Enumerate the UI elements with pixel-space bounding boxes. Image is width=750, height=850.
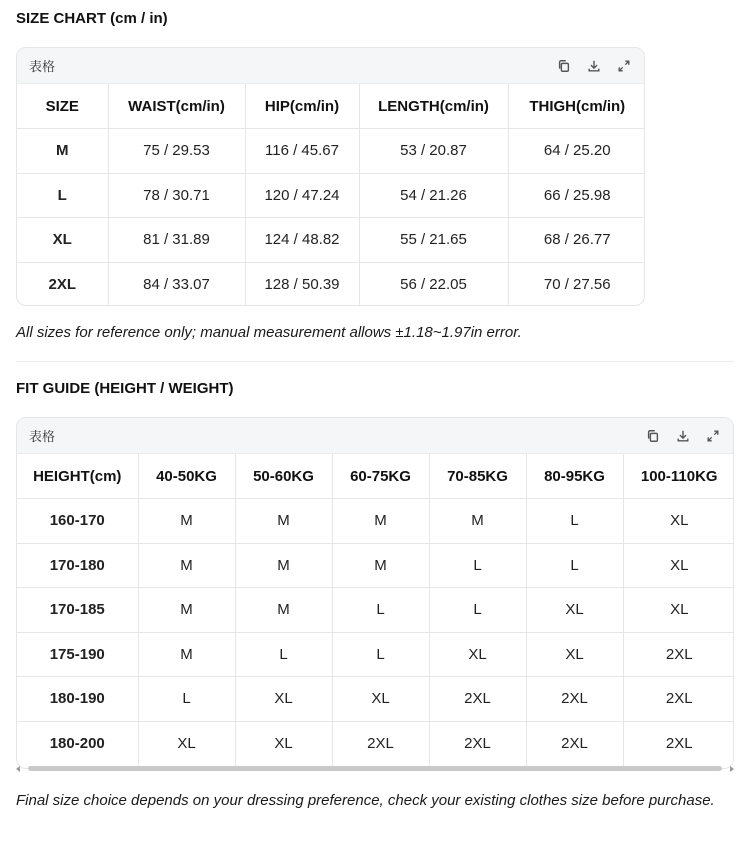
table-cell: M bbox=[138, 632, 235, 677]
table-row bbox=[17, 632, 734, 677]
size-chart-note: All sizes for reference only; manual measurement allows ±1.18~1.97in error. bbox=[16, 324, 522, 341]
header-cell: SIZE bbox=[17, 84, 108, 129]
table-cell: L bbox=[332, 632, 429, 677]
table-cell: 128 / 50.39 bbox=[245, 262, 359, 306]
table-cell: 2XL bbox=[665, 735, 693, 752]
table-cell: 75 / 29.53 bbox=[108, 129, 245, 174]
table-cell: 56 / 22.05 bbox=[359, 262, 508, 306]
height-cell: 170-185 bbox=[17, 588, 138, 633]
table-cell: L bbox=[526, 499, 623, 544]
table-row bbox=[17, 677, 734, 722]
size-chart-table bbox=[17, 84, 645, 306]
fit-guide-note: Final size choice depends on your dressing preference, check your existing clothes size before purchase. bbox=[16, 792, 715, 809]
header-cell: HEIGHT(cm) bbox=[17, 454, 138, 499]
table-cell: 2XL bbox=[429, 677, 526, 722]
size-chart-toolbar bbox=[17, 48, 644, 84]
header-cell: LENGTH(cm/in) bbox=[359, 84, 508, 129]
expand-icon[interactable] bbox=[616, 58, 632, 74]
table-cell: 2XL bbox=[623, 632, 734, 677]
scroll-thumb[interactable] bbox=[28, 766, 722, 771]
height-cell: 175-190 bbox=[17, 632, 138, 677]
table-label: 表格 bbox=[29, 430, 56, 445]
table-cell: XL bbox=[332, 677, 429, 722]
table-cell: 55 / 21.65 bbox=[359, 218, 508, 263]
download-icon[interactable] bbox=[586, 58, 602, 74]
height-cell: 180-190 bbox=[17, 677, 138, 722]
height-cell: 170-180 bbox=[17, 543, 138, 588]
height-cell: 160-170 bbox=[17, 499, 138, 544]
table-cell: 2XL bbox=[526, 677, 623, 722]
table-label: 表格 bbox=[29, 60, 56, 75]
table-cell: L bbox=[332, 588, 429, 633]
header-cell: 80-95KG bbox=[526, 454, 623, 499]
fit-guide-body bbox=[17, 499, 734, 766]
table-cell: 2XL bbox=[332, 721, 429, 766]
table-cell: M bbox=[332, 499, 429, 544]
copy-icon[interactable] bbox=[556, 58, 572, 74]
table-cell: XL bbox=[138, 721, 235, 766]
table-cell: 2XL bbox=[429, 721, 526, 766]
table-cell: M bbox=[235, 543, 332, 588]
header-cell: 70-85KG bbox=[429, 454, 526, 499]
height-cell: 180-200 bbox=[17, 721, 138, 766]
table-cell: 120 / 47.24 bbox=[245, 173, 359, 218]
table-cell: 116 / 45.67 bbox=[245, 129, 359, 174]
table-cell: 2XL bbox=[526, 721, 623, 766]
size-cell: L bbox=[17, 173, 108, 218]
table-cell: L bbox=[235, 632, 332, 677]
fit-guide-heading: FIT GUIDE (HEIGHT / WEIGHT) bbox=[16, 380, 234, 397]
table-cell: M bbox=[138, 543, 235, 588]
table-cell: 124 / 48.82 bbox=[245, 218, 359, 263]
expand-icon[interactable] bbox=[705, 428, 721, 444]
table-cell: XL bbox=[623, 499, 734, 544]
table-cell: XL bbox=[429, 632, 526, 677]
table-cell: 81 / 31.89 bbox=[108, 218, 245, 263]
fit-guide-card bbox=[16, 417, 734, 769]
table-row bbox=[17, 218, 645, 263]
header-cell: 100-110KG bbox=[623, 454, 734, 499]
table-cell: L bbox=[429, 543, 526, 588]
table-row bbox=[17, 543, 734, 588]
table-cell: 54 / 21.26 bbox=[359, 173, 508, 218]
table-cell: 84 / 33.07 bbox=[108, 262, 245, 306]
table-header-row bbox=[17, 84, 645, 129]
table-cell: 70 / 27.56 bbox=[543, 276, 611, 293]
table-cell: L bbox=[138, 677, 235, 722]
table-row bbox=[17, 588, 734, 633]
size-cell: M bbox=[17, 129, 108, 174]
table-row bbox=[17, 721, 734, 766]
table-cell: XL bbox=[235, 677, 332, 722]
size-cell: XL bbox=[17, 218, 108, 263]
table-cell: M bbox=[235, 588, 332, 633]
scroll-right-arrow-icon[interactable] bbox=[730, 766, 734, 772]
table-cell: 53 / 20.87 bbox=[359, 129, 508, 174]
table-cell: M bbox=[235, 499, 332, 544]
table-cell: XL bbox=[235, 721, 332, 766]
table-cell: 66 / 25.98 bbox=[508, 173, 645, 218]
scroll-left-arrow-icon[interactable] bbox=[16, 766, 20, 772]
table-row bbox=[17, 129, 645, 174]
table-cell: XL bbox=[623, 543, 734, 588]
table-cell: XL bbox=[526, 588, 623, 633]
table-cell: M bbox=[332, 543, 429, 588]
table-row bbox=[17, 262, 645, 306]
table-cell: 64 / 25.20 bbox=[508, 129, 645, 174]
header-cell: THIGH(cm/in) bbox=[508, 84, 645, 129]
header-cell: 40-50KG bbox=[138, 454, 235, 499]
table-cell: XL bbox=[623, 588, 734, 633]
header-cell: 60-75KG bbox=[332, 454, 429, 499]
table-cell: XL bbox=[526, 632, 623, 677]
table-cell: L bbox=[429, 588, 526, 633]
header-cell: 50-60KG bbox=[235, 454, 332, 499]
table-cell: 68 / 26.77 bbox=[508, 218, 645, 263]
size-cell: 2XL bbox=[17, 262, 108, 306]
size-chart-card bbox=[16, 47, 645, 306]
table-cell: M bbox=[429, 499, 526, 544]
table-cell: 2XL bbox=[623, 677, 734, 722]
table-cell: M bbox=[138, 588, 235, 633]
horizontal-scrollbar[interactable] bbox=[16, 765, 734, 773]
table-cell: L bbox=[526, 543, 623, 588]
fit-guide-toolbar bbox=[17, 418, 733, 454]
header-cell: HIP(cm/in) bbox=[245, 84, 359, 129]
table-row bbox=[17, 499, 734, 544]
copy-icon[interactable] bbox=[645, 428, 661, 444]
table-cell: 78 / 30.71 bbox=[108, 173, 245, 218]
download-icon[interactable] bbox=[675, 428, 691, 444]
table-header-row bbox=[17, 454, 734, 499]
table-cell: M bbox=[138, 499, 235, 544]
table-row bbox=[17, 173, 645, 218]
header-cell: WAIST(cm/in) bbox=[108, 84, 245, 129]
section-divider bbox=[16, 361, 734, 362]
fit-guide-table bbox=[17, 454, 734, 766]
size-chart-heading: SIZE CHART (cm / in) bbox=[16, 10, 168, 27]
